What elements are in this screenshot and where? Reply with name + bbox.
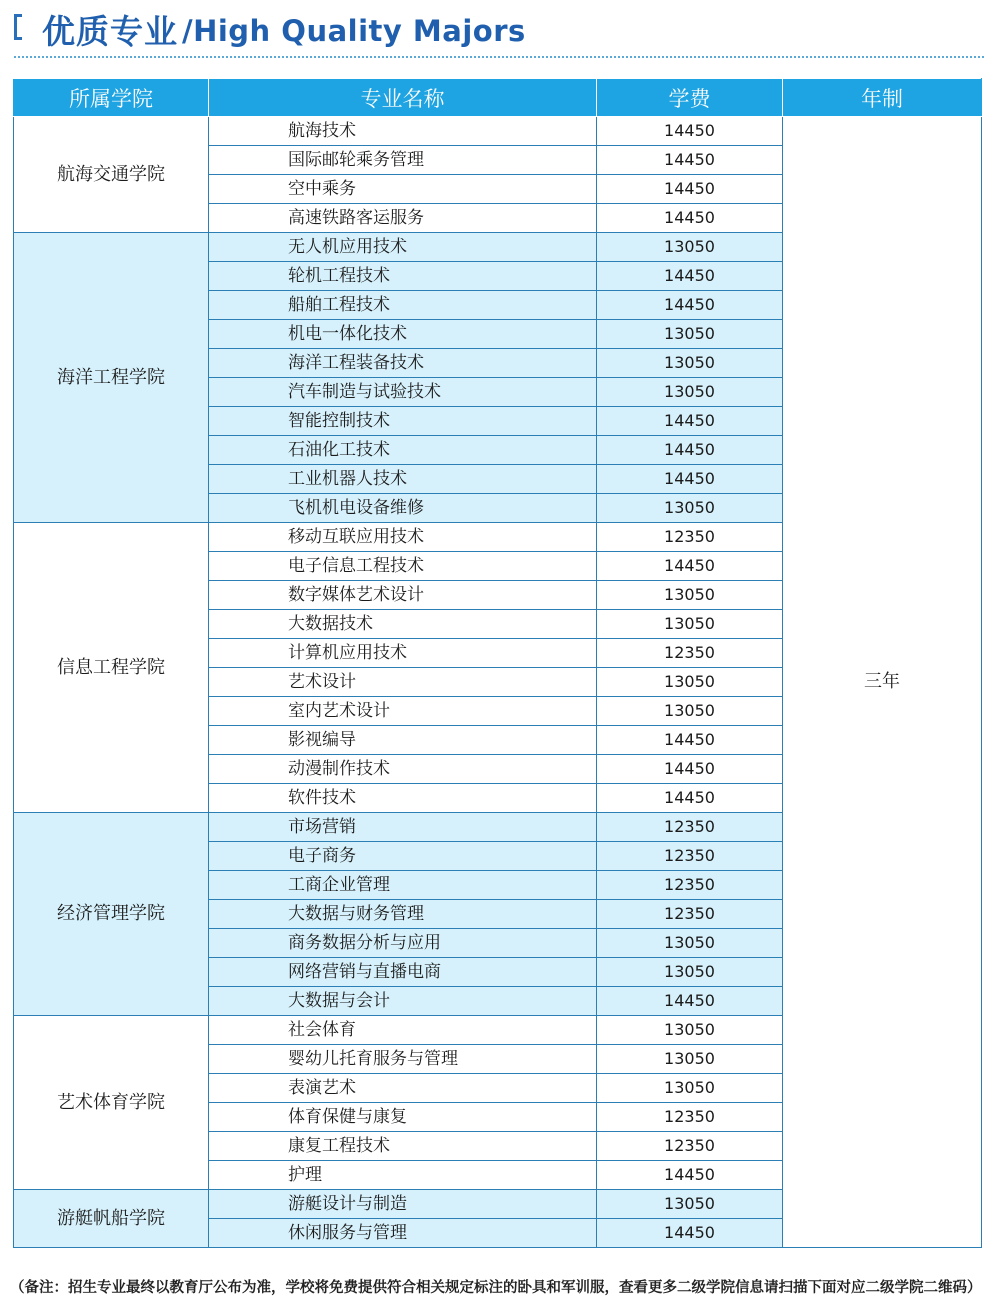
fee-cell: 14450 (597, 1219, 783, 1248)
fee-cell: 13050 (597, 349, 783, 378)
major-cell: 石油化工技术 (209, 436, 597, 465)
page-title-english: /High Quality Majors (182, 14, 526, 48)
college-cell: 信息工程学院 (14, 523, 209, 813)
major-cell: 工商企业管理 (209, 871, 597, 900)
majors-table-container (13, 78, 981, 1266)
fee-cell: 13050 (597, 233, 783, 262)
major-cell: 机电一体化技术 (209, 320, 597, 349)
fee-cell: 14450 (597, 407, 783, 436)
fee-cell: 13050 (597, 610, 783, 639)
fee-cell: 13050 (597, 958, 783, 987)
major-cell: 船舶工程技术 (209, 291, 597, 320)
major-cell: 社会体育 (209, 1016, 597, 1045)
fee-cell: 14450 (597, 784, 783, 813)
page-title: 优质专业 (42, 12, 178, 51)
major-cell: 智能控制技术 (209, 407, 597, 436)
fee-cell: 13050 (597, 581, 783, 610)
major-cell: 动漫制作技术 (209, 755, 597, 784)
major-cell: 汽车制造与试验技术 (209, 378, 597, 407)
major-cell: 高速铁路客运服务 (209, 204, 597, 233)
fee-cell: 14450 (597, 175, 783, 204)
fee-cell: 12350 (597, 871, 783, 900)
fee-cell: 13050 (597, 929, 783, 958)
major-cell: 空中乘务 (209, 175, 597, 204)
fee-cell: 12350 (597, 1132, 783, 1161)
fee-cell: 13050 (597, 378, 783, 407)
column-header-major: 专业名称 (209, 79, 597, 117)
table-row (14, 117, 982, 146)
college-cell: 经济管理学院 (14, 813, 209, 1016)
college-cell: 艺术体育学院 (14, 1016, 209, 1190)
major-cell: 飞机机电设备维修 (209, 494, 597, 523)
major-cell: 国际邮轮乘务管理 (209, 146, 597, 175)
page-header (0, 0, 994, 60)
major-cell: 无人机应用技术 (209, 233, 597, 262)
fee-cell: 13050 (597, 1016, 783, 1045)
major-cell: 市场营销 (209, 813, 597, 842)
fee-cell: 14450 (597, 755, 783, 784)
major-cell: 轮机工程技术 (209, 262, 597, 291)
fee-cell: 13050 (597, 1190, 783, 1219)
major-cell: 康复工程技术 (209, 1132, 597, 1161)
bracket-decoration-icon (14, 14, 22, 40)
major-cell: 休闲服务与管理 (209, 1219, 597, 1248)
major-cell: 婴幼儿托育服务与管理 (209, 1045, 597, 1074)
major-cell: 电子信息工程技术 (209, 552, 597, 581)
fee-cell: 14450 (597, 204, 783, 233)
fee-cell: 14450 (597, 552, 783, 581)
major-cell: 数字媒体艺术设计 (209, 581, 597, 610)
table-body (14, 117, 982, 1248)
dotted-divider (14, 56, 984, 58)
fee-cell: 13050 (597, 320, 783, 349)
footnote: （备注：招生专业最终以教育厅公布为准，学校将免费提供符合相关规定标注的卧具和军训服，查看更多二级学院信息请扫描下面对应二级学院二维码） (10, 1280, 982, 1296)
column-header-college: 所属学院 (14, 79, 209, 117)
fee-cell: 14450 (597, 262, 783, 291)
fee-cell: 14450 (597, 726, 783, 755)
college-cell: 海洋工程学院 (14, 233, 209, 523)
fee-cell: 14450 (597, 117, 783, 146)
fee-cell: 14450 (597, 146, 783, 175)
fee-cell: 13050 (597, 1074, 783, 1103)
major-cell: 商务数据分析与应用 (209, 929, 597, 958)
fee-cell: 14450 (597, 436, 783, 465)
college-cell: 航海交通学院 (14, 117, 209, 233)
fee-cell: 13050 (597, 494, 783, 523)
major-cell: 体育保健与康复 (209, 1103, 597, 1132)
major-cell: 大数据与财务管理 (209, 900, 597, 929)
fee-cell: 12350 (597, 523, 783, 552)
duration-cell: 三年 (783, 117, 982, 1248)
major-cell: 室内艺术设计 (209, 697, 597, 726)
major-cell: 游艇设计与制造 (209, 1190, 597, 1219)
column-header-fee: 学费 (597, 79, 783, 117)
major-cell: 大数据与会计 (209, 987, 597, 1016)
fee-cell: 14450 (597, 987, 783, 1016)
major-cell: 计算机应用技术 (209, 639, 597, 668)
major-cell: 大数据技术 (209, 610, 597, 639)
fee-cell: 12350 (597, 900, 783, 929)
major-cell: 护理 (209, 1161, 597, 1190)
fee-cell: 13050 (597, 1045, 783, 1074)
major-cell: 电子商务 (209, 842, 597, 871)
major-cell: 影视编导 (209, 726, 597, 755)
college-cell: 游艇帆船学院 (14, 1190, 209, 1248)
major-cell: 海洋工程装备技术 (209, 349, 597, 378)
major-cell: 艺术设计 (209, 668, 597, 697)
fee-cell: 13050 (597, 697, 783, 726)
major-cell: 工业机器人技术 (209, 465, 597, 494)
fee-cell: 12350 (597, 813, 783, 842)
major-cell: 软件技术 (209, 784, 597, 813)
fee-cell: 12350 (597, 1103, 783, 1132)
fee-cell: 14450 (597, 291, 783, 320)
major-cell: 航海技术 (209, 117, 597, 146)
major-cell: 移动互联应用技术 (209, 523, 597, 552)
major-cell: 网络营销与直播电商 (209, 958, 597, 987)
fee-cell: 14450 (597, 1161, 783, 1190)
fee-cell: 12350 (597, 639, 783, 668)
fee-cell: 12350 (597, 842, 783, 871)
major-cell: 表演艺术 (209, 1074, 597, 1103)
fee-cell: 14450 (597, 465, 783, 494)
fee-cell: 13050 (597, 668, 783, 697)
table-header-row (14, 79, 982, 117)
majors-table (13, 78, 982, 1248)
column-header-duration: 年制 (783, 79, 982, 117)
